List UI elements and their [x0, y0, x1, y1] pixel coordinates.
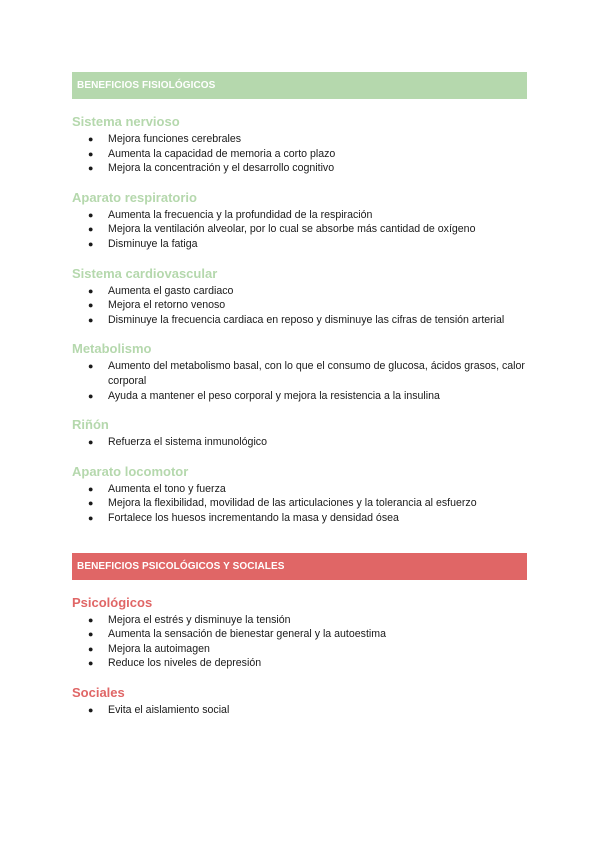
bullet-icon: ●	[88, 512, 94, 523]
list-item: ● Refuerza el sistema inmunológico	[88, 436, 267, 449]
list-item: ● Fortalece los huesos incrementando la masa y densidad ósea	[88, 511, 399, 524]
item-list	[72, 703, 527, 718]
list-item: ● Mejora la concentración y el desarrollo cognitivo	[88, 162, 335, 175]
bullet-icon: ●	[88, 224, 94, 235]
list-item: ● Aumenta la capacidad de memoria a corto plazo	[88, 147, 336, 160]
group-title: Sociales	[72, 684, 125, 700]
list-item: ● Mejora el retorno venoso	[88, 299, 226, 312]
bullet-icon: ●	[88, 209, 94, 220]
bullet-icon: ●	[88, 704, 94, 715]
list-item: ● Evita el aislamiento social	[88, 703, 230, 716]
list-item: ● Reduce los niveles de depresión	[88, 657, 262, 670]
bullet-icon: ●	[88, 643, 94, 654]
bullet-icon: ●	[88, 658, 94, 669]
group-sistema-nervioso	[72, 114, 527, 176]
bullet-icon: ●	[88, 163, 94, 174]
list-item: ● Disminuye la fatiga	[88, 237, 198, 250]
group-aparato-respiratorio	[72, 190, 527, 252]
bullet-icon: ●	[88, 361, 94, 372]
group-rinon	[72, 417, 527, 450]
list-item: ● Aumenta la frecuencia y la profundidad de la respiración	[88, 208, 373, 221]
section-banner: BENEFICIOS FISIOLÓGICOS	[72, 72, 527, 99]
item-list	[72, 284, 527, 328]
group-title: Aparato locomotor	[72, 463, 189, 479]
item-list	[72, 613, 527, 671]
bullet-icon: ●	[88, 238, 94, 249]
list-item: ● Mejora funciones cerebrales	[88, 133, 242, 145]
group-title: Riñón	[72, 417, 109, 433]
list-item: ● Mejora la autoimagen	[88, 642, 210, 655]
list-item: ● Aumento del metabolismo basal, con lo que el consumo de glucosa, ácidos grasos, calor corporal	[88, 360, 525, 387]
document-page	[72, 72, 527, 717]
group-sociales	[72, 685, 527, 718]
group-title: Sistema nervioso	[72, 114, 180, 129]
list-item: ● Mejora el estrés y disminuye la tensión	[88, 613, 291, 626]
group-title: Aparato respiratorio	[72, 189, 197, 205]
list-item: ● Mejora la ventilación alveolar, por lo cual se absorbe más cantidad de oxígeno	[88, 223, 476, 236]
list-item: ● Aumenta el gasto cardiaco	[88, 284, 234, 297]
item-list	[72, 435, 527, 450]
list-item: ● Ayuda a mantener el peso corporal y mejora la resistencia a la insulina	[88, 389, 440, 402]
group-title: Metabolismo	[72, 341, 152, 357]
list-item: ● Mejora la flexibilidad, movilidad de las articulaciones y la tolerancia al esfuerzo	[88, 497, 477, 510]
bullet-icon: ●	[88, 134, 94, 144]
bullet-icon: ●	[88, 498, 94, 509]
bullet-icon: ●	[88, 614, 94, 625]
bullet-icon: ●	[88, 285, 94, 296]
list-item: ● Aumenta el tono y fuerza	[88, 482, 226, 495]
section-fisiologicos	[72, 72, 527, 526]
item-list	[72, 208, 527, 252]
group-sistema-cardiovascular	[72, 266, 527, 328]
group-metabolismo	[72, 341, 527, 403]
section-banner: BENEFICIOS PSICOLÓGICOS Y SOCIALES	[72, 553, 527, 580]
group-aparato-locomotor	[72, 464, 527, 526]
bullet-icon: ●	[88, 314, 94, 325]
bullet-icon: ●	[88, 483, 94, 494]
bullet-icon: ●	[88, 148, 94, 159]
item-list	[72, 482, 527, 526]
group-title: Psicológicos	[72, 594, 153, 610]
item-list	[72, 132, 527, 176]
group-title: Sistema cardiovascular	[72, 265, 218, 281]
section-psicologicos-sociales	[72, 553, 527, 718]
bullet-icon: ●	[88, 300, 94, 311]
group-psicologicos	[72, 595, 527, 671]
bullet-icon: ●	[88, 629, 94, 640]
list-item: ● Disminuye la frecuencia cardiaca en reposo y disminuye las cifras de tensión arterial	[88, 313, 505, 326]
bullet-icon: ●	[88, 390, 94, 401]
bullet-icon: ●	[88, 437, 94, 448]
item-list	[72, 359, 527, 403]
list-item: ● Aumenta la sensación de bienestar general y la autoestima	[88, 628, 386, 641]
